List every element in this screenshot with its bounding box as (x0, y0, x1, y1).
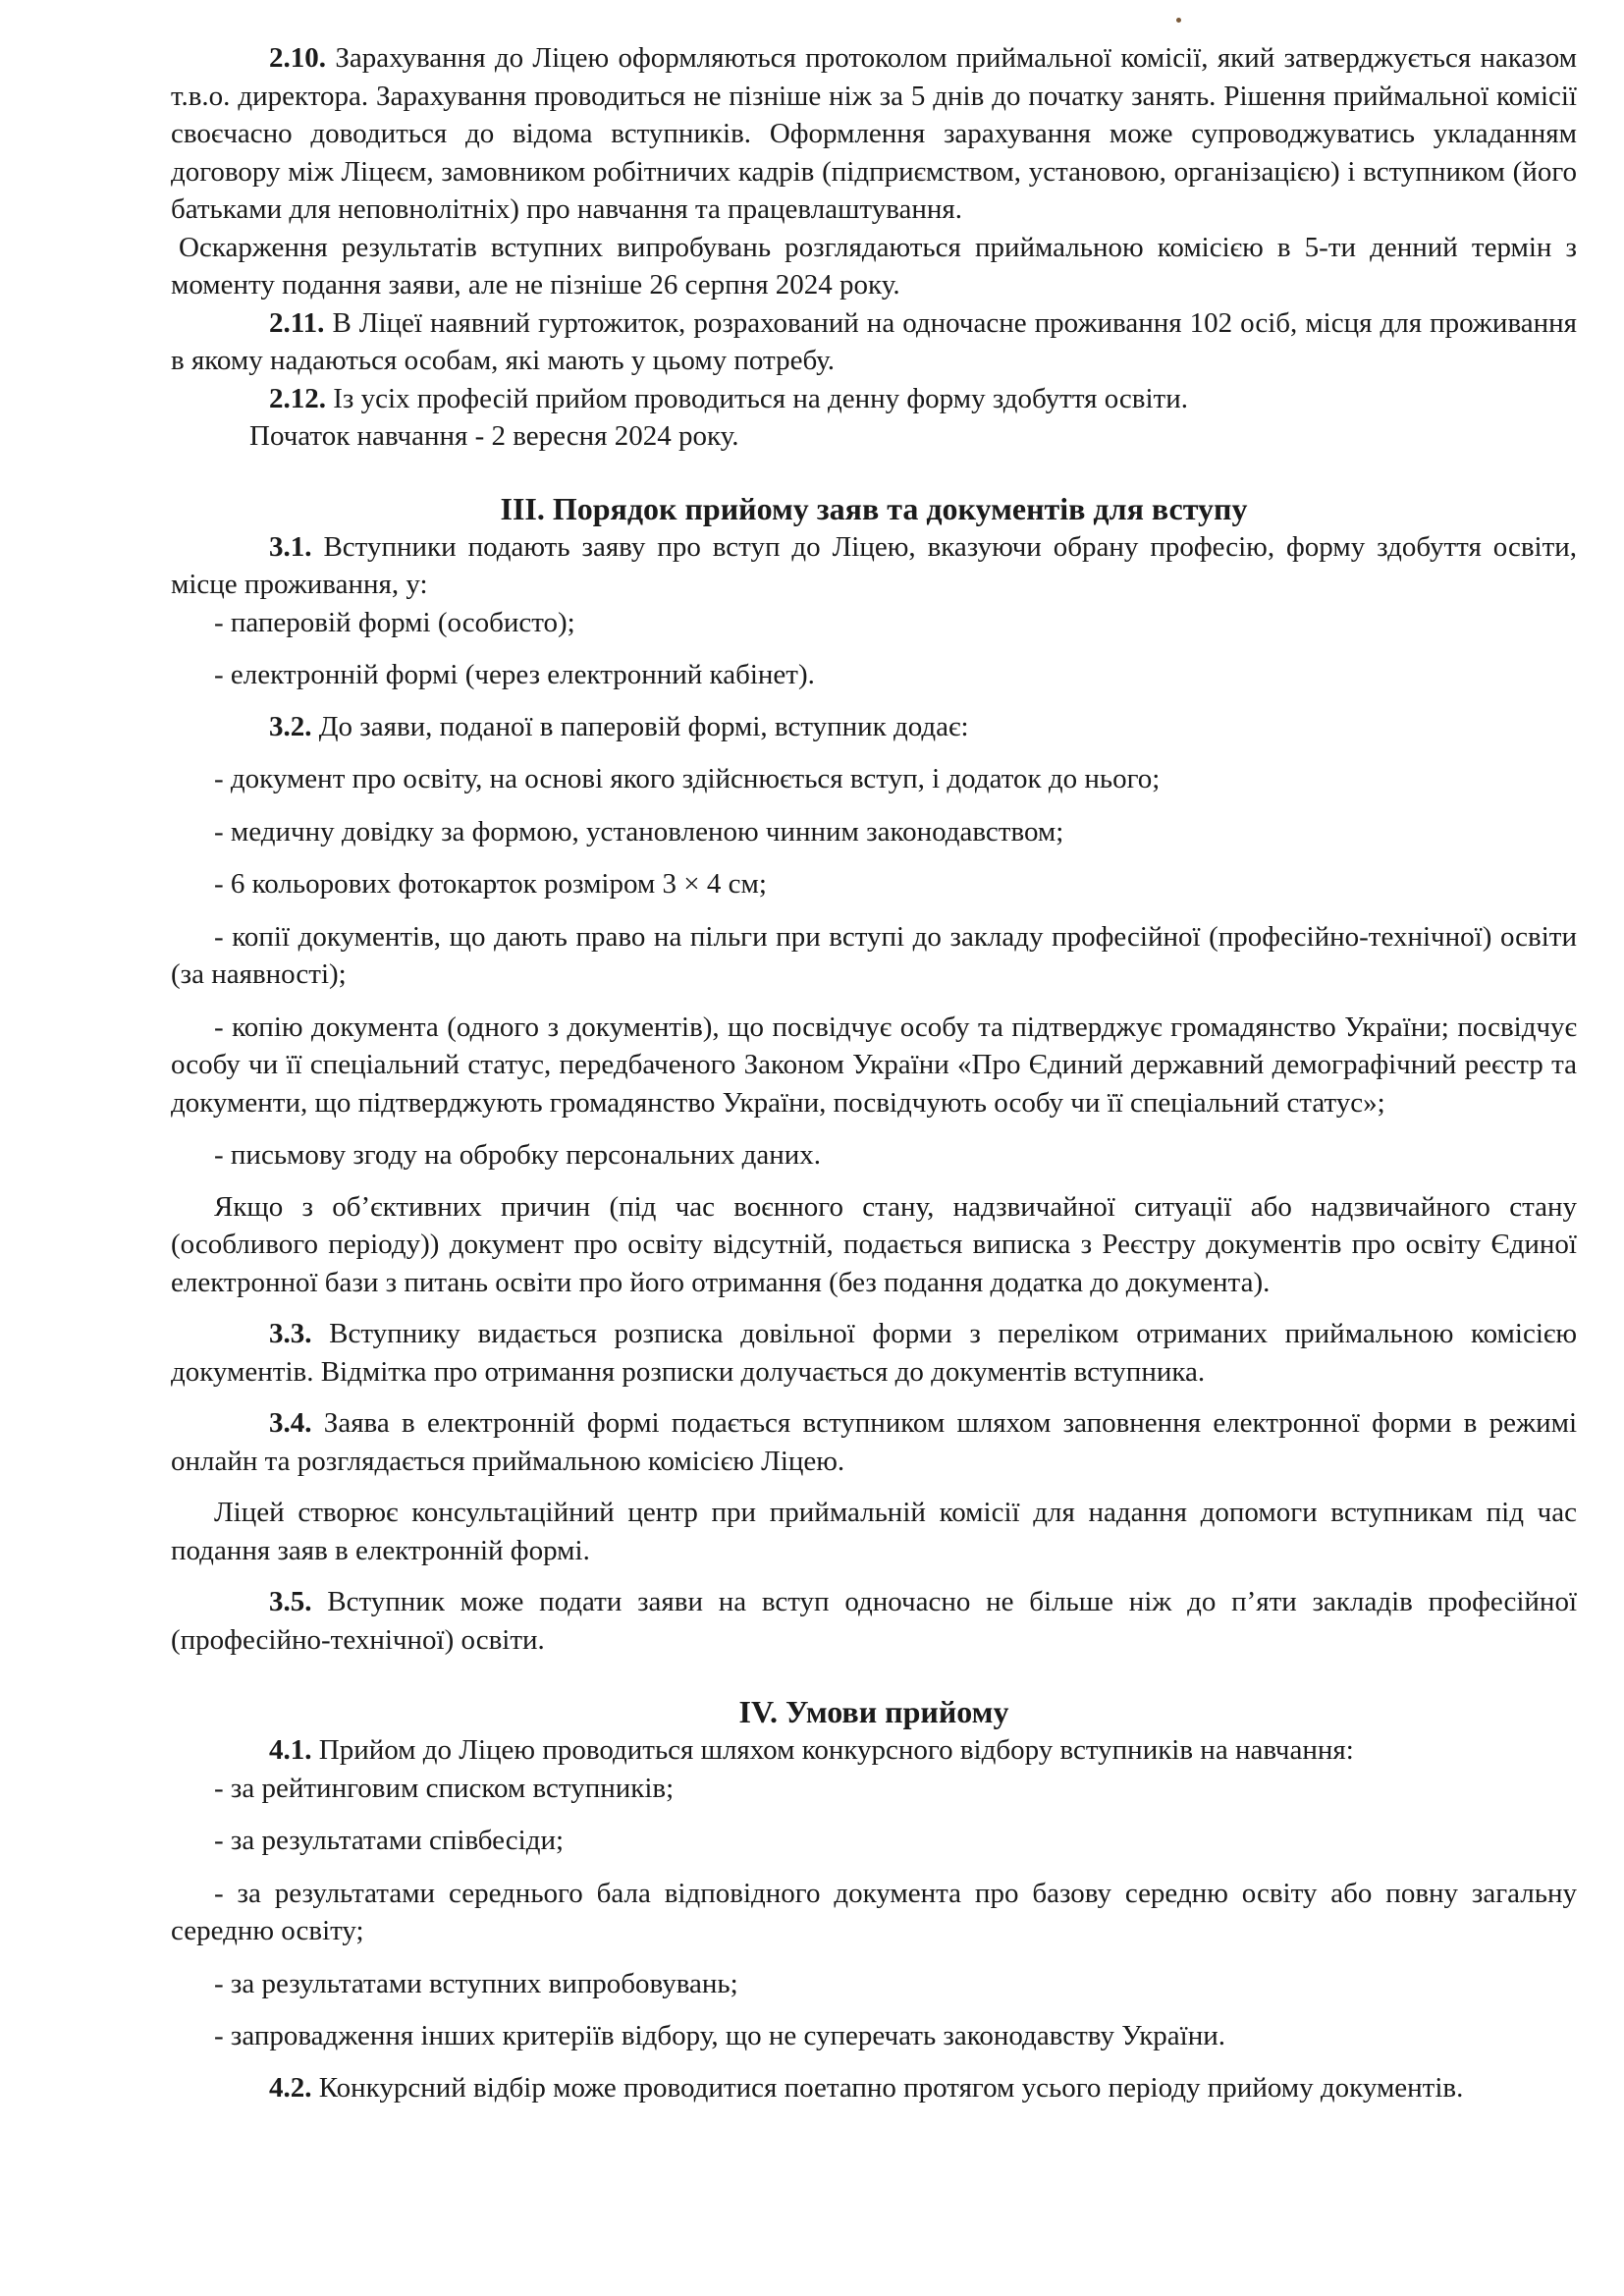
list-item: - електронній формі (через електронний кабінет). (214, 659, 815, 690)
list-item: - копії документів, що дають право на пільги при вступі до закладу професійної (професійно-технічної) освіти (за наявності); (171, 920, 1577, 990)
list-item: - копію документа (одного з документів), що посвідчує особу та підтверджує громадянство України; посвідчує особу чи її спеціальний статус, передбаченого Законом України «Про Єдиний державний демографічний реєстр та документи, що підтверджують громадянство України, посвідчують особу чи її спеціальний статус»; (171, 1011, 1577, 1119)
section-4-heading: ІV. Умови прийому (738, 1694, 1009, 1729)
clause-4-2 (171, 2069, 1577, 2107)
list-item: - паперовій формі (особисто); (214, 606, 575, 638)
clause-text: В Ліцеї наявний гуртожиток, розрахований на одночасне проживання 102 осіб, місця для проживання в якому надаються особам, які мають у цьому потребу. (171, 306, 1577, 376)
clause-text: Конкурсний відбір може проводитися поетапно протягом усього періоду прийому документів. (318, 2071, 1464, 2104)
clause-number: 2.12. (269, 382, 326, 414)
list-item: - за результатами співбесіди; (214, 1825, 565, 1856)
clause-number: 3.2. (269, 710, 312, 742)
clause-number: 2.10. (269, 42, 326, 74)
list-item: - 6 кольорових фотокарток розміром 3 × 4 см; (214, 868, 767, 900)
list-item: - письмову згоду на обробку персональних даних. (214, 1139, 822, 1171)
study-start: Початок навчання - 2 вересня 2024 року. (249, 420, 739, 452)
clause-number: 2.11. (269, 306, 325, 339)
clause-3-2 (171, 708, 1577, 746)
clause-4-1 (171, 1731, 1577, 1770)
list-item: - медичну довідку за формою, установленою чинним законодавством; (214, 815, 1064, 847)
list-item: - документ про освіту, на основі якого здійснюється вступ, і додаток до нього; (214, 763, 1161, 794)
clause-number: 4.1. (269, 1734, 312, 1766)
clause-3-3 (171, 1315, 1577, 1391)
document-page (171, 39, 1577, 2106)
clause-3-4 (171, 1404, 1577, 1480)
clause-text: Вступник може подати заяви на вступ одночасно не більше ніж до п’яти закладів професійної (професійно-технічної) освіти. (171, 1586, 1578, 1656)
list-item: - за результатами вступних випробовувань; (214, 1967, 738, 1999)
list-item: - за рейтинговим списком вступників; (214, 1772, 675, 1804)
clause-number: 3.4. (269, 1407, 312, 1439)
section-3-heading: ІІІ. Порядок прийому заяв та документів для вступу (500, 490, 1248, 526)
clause-text: Вступники подають заяву про вступ до Ліцею, вказуючи обрану професію, форму здобуття освіти, місце проживання, у: (171, 530, 1578, 600)
scan-speck (1176, 18, 1181, 23)
list-item: - за результатами середнього бала відповідного документа про базову середню освіту або повну загальну середню освіту; (171, 1877, 1577, 1946)
clause-3-5 (171, 1583, 1577, 1659)
clause-text: Прийом до Ліцею проводиться шляхом конкурсного відбору вступників на навчання: (318, 1734, 1354, 1766)
clause-text: Із усіх професій прийом проводиться на денну форму здобуття освіти. (333, 382, 1189, 414)
clause-3-1 (171, 528, 1577, 604)
clause-number: 3.5. (269, 1586, 312, 1617)
clause-number: 3.1. (269, 530, 312, 563)
clause-text: Заява в електронній формі подається вступником шляхом заповнення електронної форми в режимі онлайн та розглядається приймальною комісією Ліцею. (171, 1407, 1578, 1477)
clause-text: До заяви, поданої в паперовій формі, вступник додає: (318, 710, 969, 742)
appeal-paragraph: Оскарження результатів вступних випробувань розглядаються приймальною комісією в 5-ти денний термін з моменту подання заяви, але не пізніше 26 серпня 2024 року. (171, 231, 1577, 301)
clause-number: 3.3. (269, 1318, 312, 1349)
list-item: - запровадження інших критеріїв відбору, що не суперечать законодавству України. (214, 2020, 1225, 2051)
clause-2-10 (171, 39, 1577, 229)
clause-2-12 (171, 380, 1577, 418)
clause-number: 4.2. (269, 2071, 312, 2104)
clause-text: Вступнику видається розписка довільної форми з переліком отриманих приймальною комісією документів. Відмітка про отримання розписки долучається до документів вступника. (171, 1318, 1578, 1388)
consult-paragraph: Ліцей створює консультаційний центр при приймальній комісії для надання допомоги вступникам під час подання заяв в електронній формі. (171, 1497, 1577, 1566)
clause-text: Зарахування до Ліцею оформляються протоколом приймальної комісії, який затверджується наказом т.в.о. директора. Зарахування проводиться не пізніше ніж за 5 днів до початку занять. Рішення приймальної комісії своєчасно доводиться до відома вступників. Оформлення зарахування може супроводжуватись укладанням договору між Ліцеєм, замовником робітничих кадрів (підприємством, установою, організацією) і вступником (його батьками для неповнолітніх) про навчання та працевлаштування. (171, 42, 1578, 225)
clause-2-11 (171, 304, 1577, 380)
absence-paragraph: Якщо з об’єктивних причин (під час воєнного стану, надзвичайної ситуації або надзвичайного стану (особливого періоду)) документ про освіту відсутній, подається виписка з Реєстру документів про освіту Єдиної електронної бази з питань освіти про його отримання (без подання додатка до документа). (171, 1190, 1577, 1298)
